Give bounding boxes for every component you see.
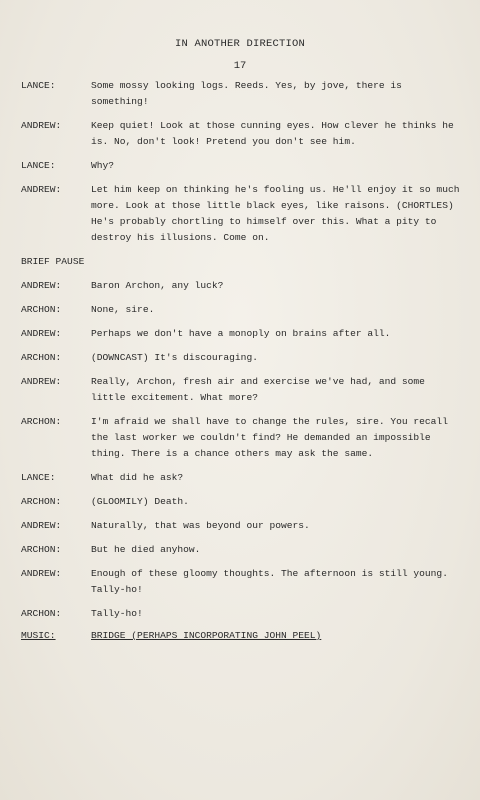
dialogue-text: Really, Archon, fresh air and exercise we've had, and some little excitement. What more?	[91, 376, 425, 403]
dialogue-text: Some mossy looking logs. Reeds. Yes, by jove, there is something!	[91, 80, 402, 107]
dialogue-text: Baron Archon, any luck?	[91, 280, 224, 291]
dialogue-line	[21, 494, 461, 510]
dialogue-line	[21, 518, 461, 534]
dialogue-text: None, sire.	[91, 304, 155, 315]
speaker-name: LANCE:	[21, 160, 56, 171]
dialogue-text: Tally-ho!	[91, 608, 143, 619]
dialogue-text: Keep quiet! Look at those cunning eyes. How clever he thinks he is. No, don't look! Pretend you don't see him.	[91, 120, 454, 147]
speaker-name: ARCHON:	[21, 304, 62, 315]
music-text: BRIDGE (PERHAPS INCORPORATING JOHN PEEL)	[91, 630, 322, 641]
dialogue-line	[21, 326, 461, 342]
dialogue-text: Naturally, that was beyond our powers.	[91, 520, 310, 531]
music-cue	[21, 628, 461, 644]
dialogue-text: Why?	[91, 160, 115, 171]
speaker-name: ANDREW:	[21, 120, 62, 131]
speaker-name: ARCHON:	[21, 416, 62, 427]
script-title: IN ANOTHER DIRECTION	[174, 38, 306, 50]
dialogue-line	[21, 278, 461, 294]
speaker-name: ARCHON:	[21, 544, 62, 555]
speaker-name: LANCE:	[21, 472, 56, 483]
dialogue-line	[21, 542, 461, 558]
dialogue-text: Let him keep on thinking he's fooling us. He'll enjoy it so much more. Look at those little black eyes, like raisons. (CHORTLES) He's probably chortling to himself over this. What a pity to destroy his illusions. Come on.	[91, 184, 460, 243]
dialogue-text: I'm afraid we shall have to change the rules, sire. You recall the last worker we couldn't find? He demanded an impossible thing. There is a chance others may ask the same.	[91, 416, 448, 459]
stage-direction: BRIEF PAUSE	[21, 256, 85, 267]
page-number: 17	[233, 60, 247, 72]
dialogue-line	[21, 302, 461, 318]
dialogue-line	[21, 414, 461, 462]
speaker-name: ANDREW:	[21, 568, 62, 579]
dialogue-line	[21, 158, 461, 174]
dialogue-text: But he died anyhow.	[91, 544, 201, 555]
dialogue-line	[21, 182, 461, 246]
speaker-name: ARCHON:	[21, 496, 62, 507]
dialogue-text: (DOWNCAST) It's discouraging.	[91, 352, 258, 363]
dialogue-text: Enough of these gloomy thoughts. The afternoon is still young. Tally-ho!	[91, 568, 448, 595]
dialogue-text: Perhaps we don't have a monoply on brains after all.	[91, 328, 391, 339]
speaker-name: ANDREW:	[21, 376, 62, 387]
speaker-name: ANDREW:	[21, 520, 62, 531]
speaker-name: ARCHON:	[21, 608, 62, 619]
dialogue-text: (GLOOMILY) Death.	[91, 496, 189, 507]
dialogue-line	[21, 78, 461, 110]
music-label: MUSIC:	[21, 630, 56, 641]
dialogue-text: What did he ask?	[91, 472, 184, 483]
speaker-name: ANDREW:	[21, 184, 62, 195]
dialogue-line	[21, 374, 461, 406]
speaker-name: ANDREW:	[21, 328, 62, 339]
dialogue-line	[21, 606, 461, 622]
dialogue-line	[21, 566, 461, 598]
dialogue-line	[21, 470, 461, 486]
dialogue-line	[21, 350, 461, 366]
speaker-name: ARCHON:	[21, 352, 62, 363]
speaker-name: ANDREW:	[21, 280, 62, 291]
dialogue-line	[21, 118, 461, 150]
speaker-name: LANCE:	[21, 80, 56, 91]
script-body	[21, 78, 461, 644]
